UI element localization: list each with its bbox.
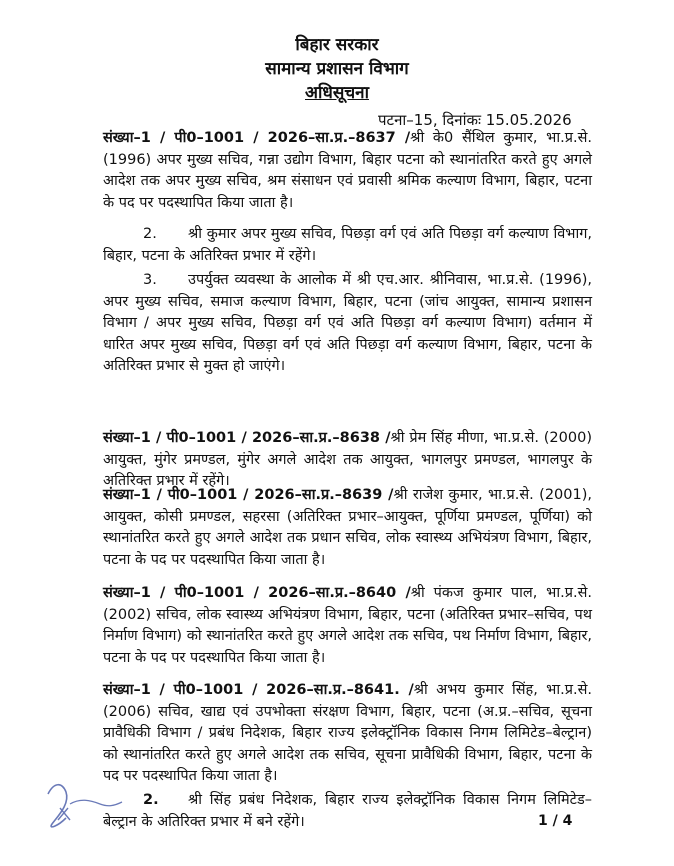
notification-heading: अधिसूचना bbox=[305, 83, 369, 103]
notification-1-point-3 bbox=[103, 270, 592, 378]
notification-text: श्री राजेश कुमार, भा.प्र.से. (2001), आयुक्त, कोसी प्रमण्डल, सहरसा (अतिरिक्त प्रभार–आयुक्त, पूर्णिया प्रमण्डल, पूर्णिया) को स्थानांतरित करते हुए अगले आदेश तक प्रधान सचिव, लोक स्वास्थ्य अभियंत्रण विभाग, बिहार, पटना के पद पर पदस्थापित किया जाता है। bbox=[103, 487, 592, 568]
notification-text: श्री अभय कुमार सिंह, भा.प्र.से. (2006) सचिव, खाद्य एवं उपभोक्ता संरक्षण विभाग, बिहार, पटना (अ.प्र.–सचिव, सूचना प्रावैधिकी विभाग / प्रबंध निदेशक, बिहार राज्य इलेक्ट्रॉनिक विकास निगम लिमिटेड–बेल्ट्रान) को स्थानांतरित करते हुए अगले आदेश तक सचिव, सूचना प्रावैधिकी विभाग, बिहार, पटना के पद पर पदस्थापित किया जाता है। bbox=[103, 682, 593, 785]
notification-ref: संख्या–1 / पी0–1001 / 2026–सा.प्र.–8641. / bbox=[103, 682, 414, 698]
notification-1-point-2 bbox=[103, 224, 592, 267]
department-title: सामान्य प्रशासन विभाग bbox=[265, 59, 409, 79]
notification-1 bbox=[103, 128, 592, 214]
notification-2 bbox=[103, 428, 592, 493]
notification-5-point-2 bbox=[103, 790, 592, 833]
notification-text: श्री के0 सैंथिल कुमार, भा.प्र.से. (1996) अपर मुख्य सचिव, गन्ना उद्योग विभाग, बिहार पटना को स्थानांतरित करते हुए अगले आदेश तक अपर मुख्य सचिव, श्रम संसाधन एवं प्रवासी श्रमिक कल्याण विभाग, बिहार, पटना के पद पर पदस्थापित किया जाता है। bbox=[103, 130, 592, 211]
notification-3 bbox=[103, 485, 592, 571]
notification-ref: संख्या–1 / पी0–1001 / 2026–सा.प्र.–8640 / bbox=[103, 585, 411, 601]
signature-scribble bbox=[40, 774, 130, 834]
point-text: श्री कुमार अपर मुख्य सचिव, पिछड़ा वर्ग एवं अति पिछड़ा वर्ग कल्याण विभाग, बिहार, पटना के अतिरिक्त प्रभार में रहेंगे। bbox=[103, 226, 592, 264]
point-number: 3. bbox=[143, 272, 157, 288]
notification-text: श्री प्रेम सिंह मीणा, भा.प्र.से. (2000) आयुक्त, मुंगेर प्रमण्डल, मुंगेर अगले आदेश तक आयुक्त, भागलपुर प्रमण्डल, भागलपुर के अतिरिक्त प्रभार में रहेंगे। bbox=[103, 430, 592, 490]
point-number: 2. bbox=[143, 226, 157, 242]
notification-text: श्री पंकज कुमार पाल, भा.प्र.से. (2002) सचिव, लोक स्वास्थ्य अभियंत्रण विभाग, बिहार, पटना (अतिरिक्त प्रभार–सचिव, पथ निर्माण विभाग) को स्थानांतरित करते हुए अगले आदेश तक सचिव, पथ निर्माण विभाग, बिहार, पटना के पद पर पदस्थापित किया जाता है। bbox=[103, 585, 592, 666]
notification-ref: संख्या–1 / पी0–1001 / 2026–सा.प्र.–8638 / bbox=[103, 430, 391, 446]
point-text: उपर्युक्त व्यवस्था के आलोक में श्री एच.आर. श्रीनिवास, भा.प्र.से. (1996), अपर मुख्य सचिव, समाज कल्याण विभाग, बिहार, पटना (जांच आयुक्त, सामान्य प्रशासन विभाग / अपर मुख्य सचिव, पिछड़ा वर्ग एवं अति पिछड़ा वर्ग कल्याण विभाग) वर्तमान में धारित अपर मुख्य सचिव, पिछड़ा वर्ग एवं अति पिछड़ा वर्ग कल्याण विभाग, बिहार, पटना के अतिरिक्त प्रभार से मुक्त हो जाएंगे। bbox=[103, 272, 592, 375]
notification-ref: संख्या–1 / पी0–1001 / 2026–सा.प्र.–8639 / bbox=[103, 487, 394, 503]
notification-4 bbox=[103, 583, 592, 669]
point-number: 2. bbox=[143, 792, 159, 808]
notification-ref: संख्या–1 / पी0–1001 / 2026–सा.प्र.–8637 / bbox=[103, 130, 411, 146]
date-line: पटना–15, दिनांकः 15.05.2026 bbox=[378, 111, 572, 129]
point-text: श्री सिंह प्रबंध निदेशक, बिहार राज्य इलेक्ट्रॉनिक विकास निगम लिमिटेड–बेल्ट्रान के अतिरिक्त प्रभार में बने रहेंगे। bbox=[103, 792, 592, 830]
notification-5 bbox=[103, 680, 592, 788]
page-number: 1 / 4 bbox=[538, 813, 573, 829]
government-title: बिहार सरकार bbox=[295, 35, 379, 55]
